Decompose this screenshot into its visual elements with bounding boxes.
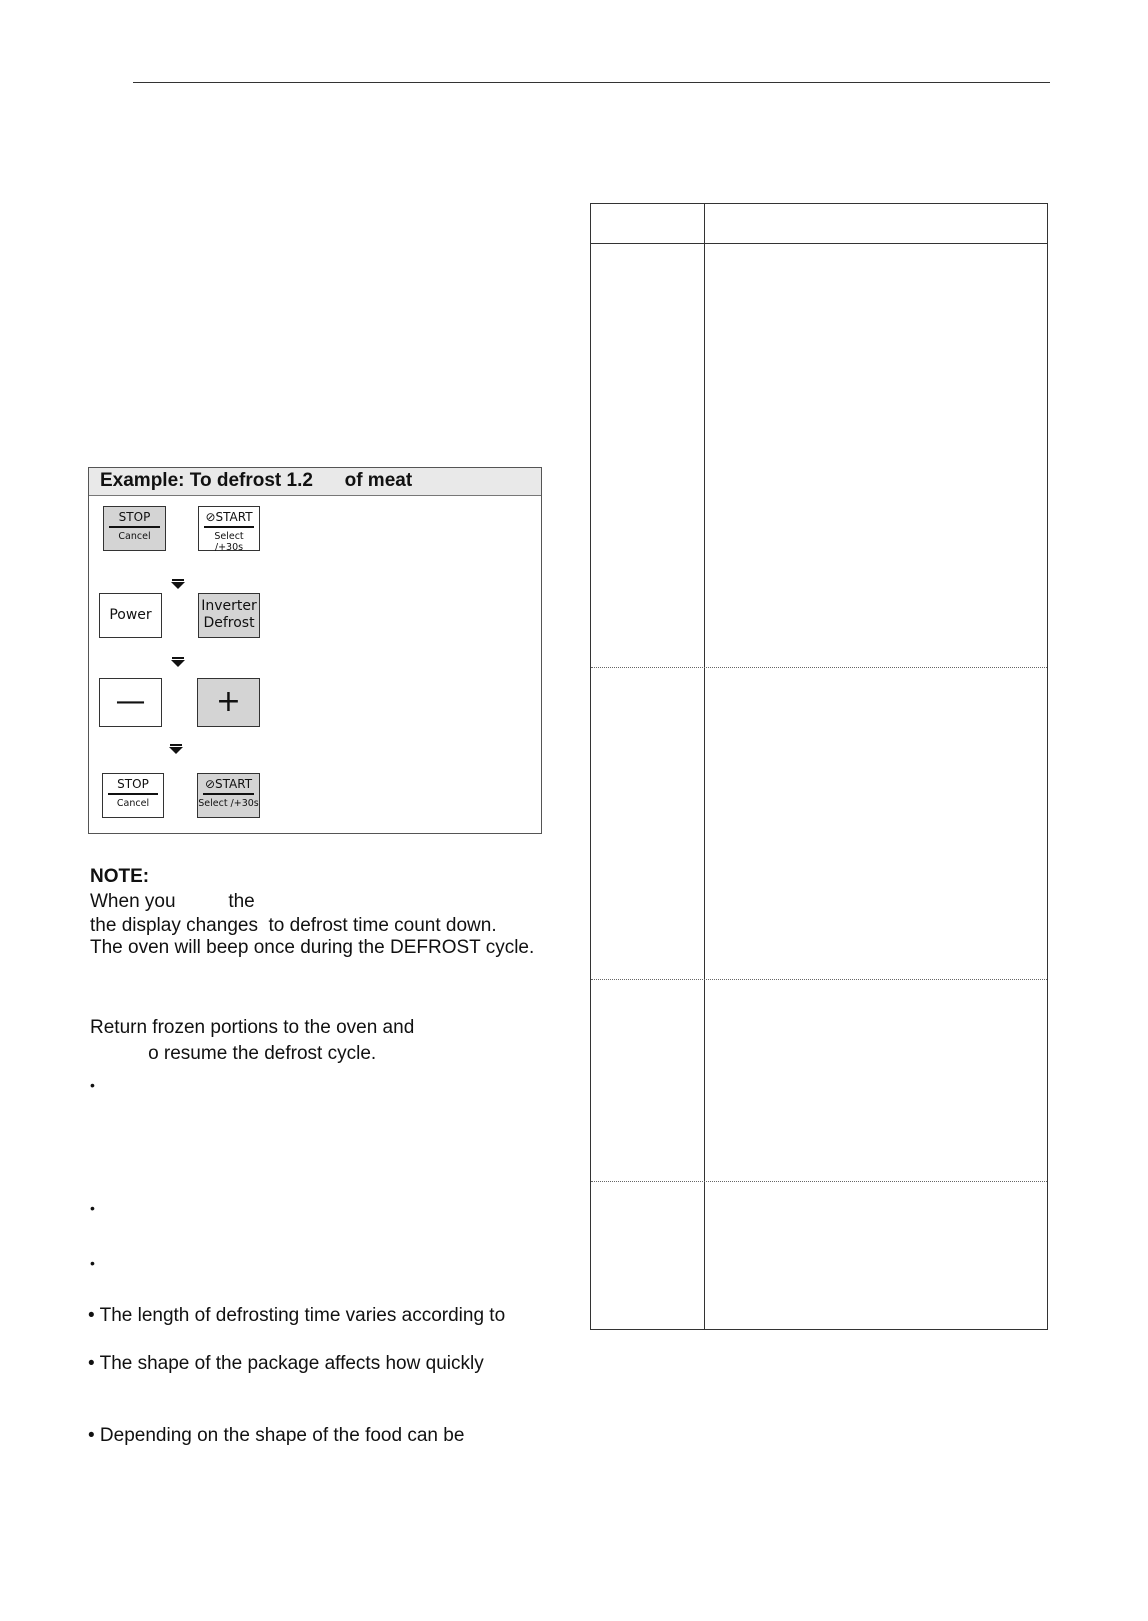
- start-label: ⊘START: [205, 510, 253, 524]
- note-line: Return frozen portions to the oven and: [90, 1017, 415, 1038]
- stop-cancel-button[interactable]: [103, 506, 166, 551]
- table-column-divider: [704, 204, 705, 1329]
- defrost-label: Defrost: [203, 615, 255, 631]
- table-row-divider: [591, 979, 1047, 980]
- plus-icon: +: [215, 684, 242, 719]
- key-divider: [108, 793, 158, 795]
- inverter-label: Inverter: [201, 598, 257, 614]
- bullet-icon: •: [90, 1077, 95, 1093]
- key-divider: [204, 526, 254, 528]
- bullet-text: • The shape of the package affects how quickly: [88, 1353, 484, 1374]
- bullet-text: • Depending on the shape of the food can be: [88, 1425, 465, 1446]
- stop-label: STOP: [118, 510, 151, 524]
- bullet-icon: •: [90, 1200, 95, 1216]
- inverter-defrost-button[interactable]: [198, 593, 260, 638]
- note-line: The oven will beep once during the DEFROST cycle.: [90, 937, 535, 958]
- start-button[interactable]: [197, 773, 260, 818]
- note-line: o resume the defrost cycle.: [90, 1043, 377, 1064]
- plus-button[interactable]: [197, 678, 260, 727]
- cancel-label: Cancel: [118, 531, 151, 542]
- stop-label: STOP: [117, 777, 149, 791]
- table-row-divider: [591, 1181, 1047, 1182]
- start-label: ⊘START: [204, 777, 253, 791]
- minus-button[interactable]: [99, 678, 162, 727]
- table-row-divider: [591, 667, 1047, 668]
- note-line: the display changes to defrost time count down.: [90, 915, 497, 936]
- note-heading: NOTE:: [90, 866, 150, 887]
- select-label: Select /+30s: [214, 531, 244, 553]
- down-arrow-icon: [171, 582, 185, 589]
- example-title: Example: To defrost 1.2 of meat: [100, 470, 413, 491]
- defrost-table: [590, 203, 1048, 1330]
- stop-cancel-button[interactable]: [102, 773, 164, 818]
- example-panel: [88, 467, 542, 834]
- bullet-icon: •: [90, 1255, 95, 1271]
- down-arrow-icon: [169, 747, 183, 754]
- down-arrow-icon: [171, 660, 185, 667]
- note-line: When you the: [90, 891, 255, 912]
- select-label: Select /+30s: [198, 798, 259, 809]
- key-divider: [203, 793, 254, 795]
- power-label: Power: [109, 607, 152, 623]
- power-button[interactable]: [99, 593, 162, 638]
- key-divider: [109, 526, 160, 528]
- table-header-divider: [591, 243, 1047, 244]
- cancel-label: Cancel: [116, 798, 150, 809]
- header-rule: [133, 82, 1050, 83]
- example-header: [89, 468, 541, 496]
- start-button[interactable]: [198, 506, 260, 551]
- minus-icon: —: [115, 684, 146, 719]
- bullet-text: • The length of defrosting time varies according to: [88, 1305, 506, 1326]
